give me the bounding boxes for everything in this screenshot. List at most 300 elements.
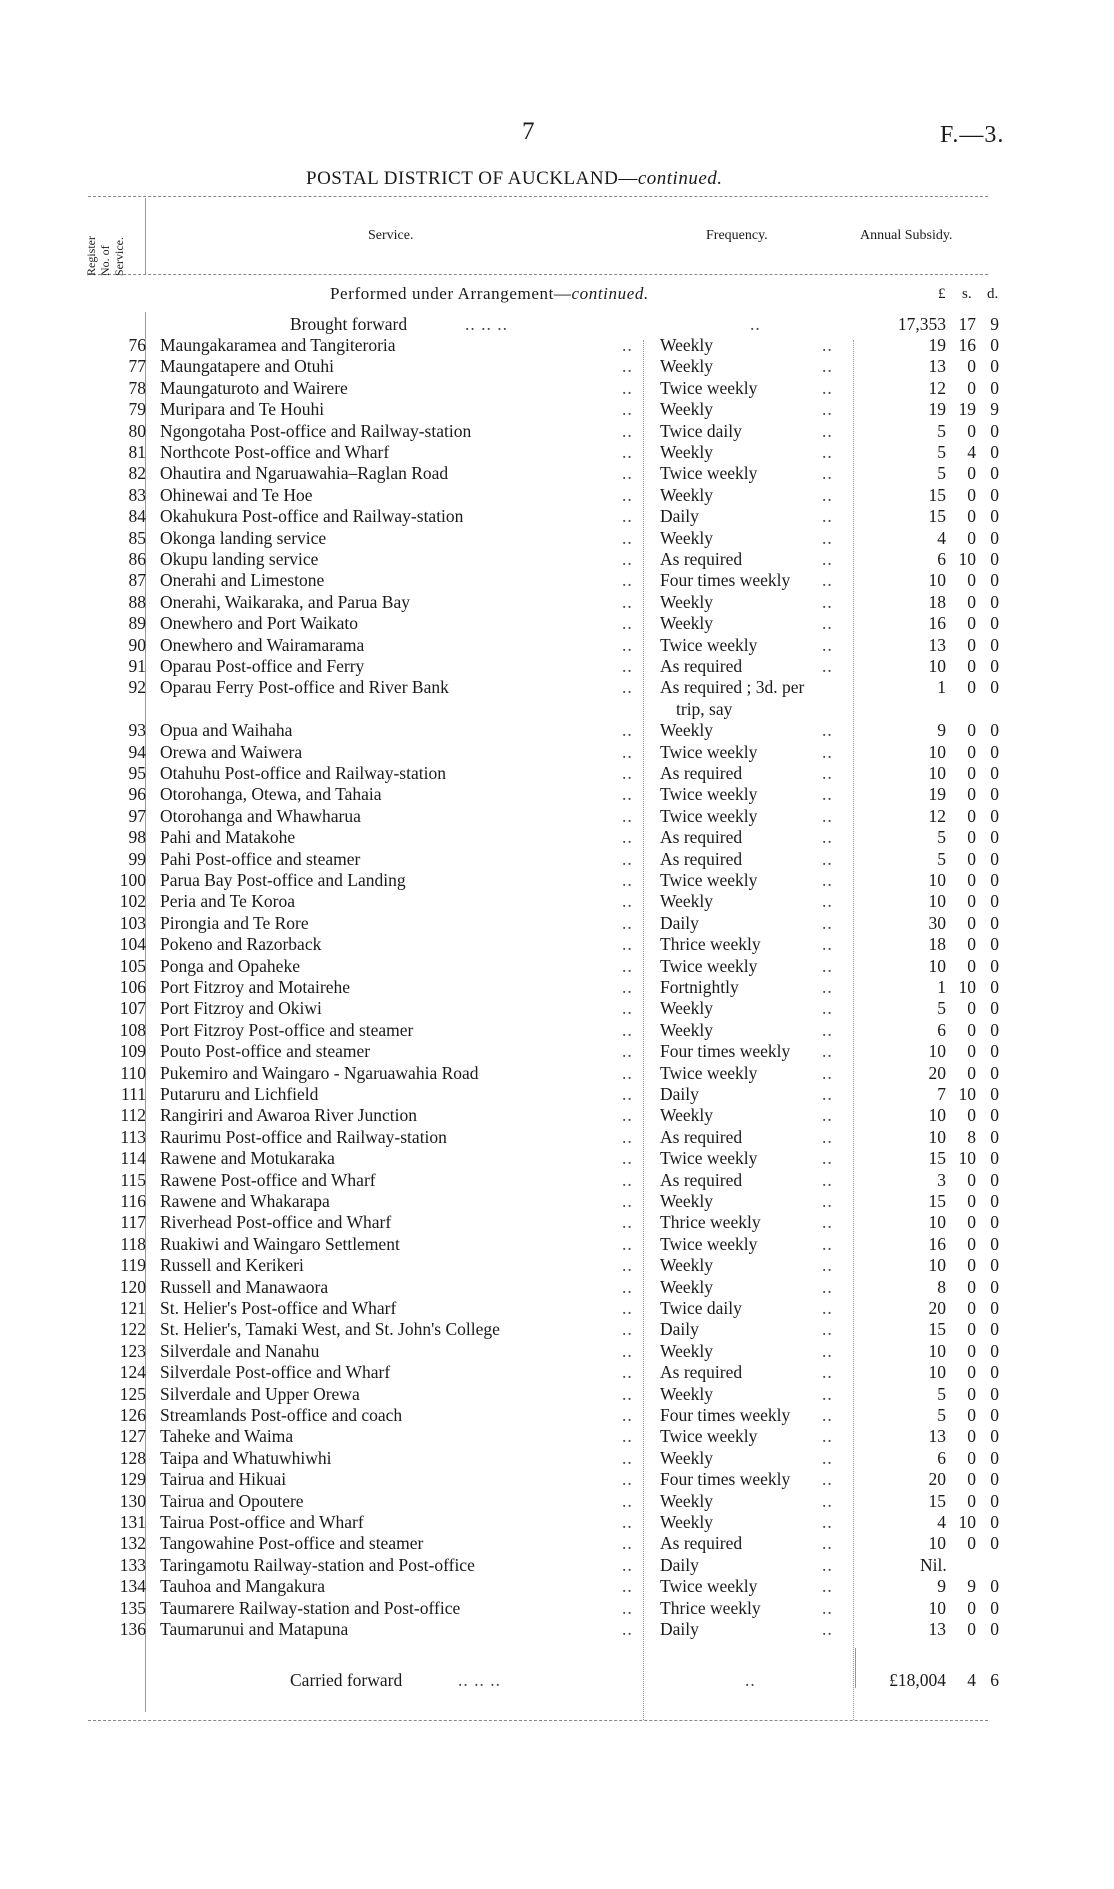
frequency: Thrice weekly [660, 1597, 761, 1618]
leader-dots: .. [822, 1084, 833, 1104]
frequency: Twice weekly [660, 377, 758, 398]
leader-dots: .. [622, 805, 633, 826]
subsidy-pence: 0 [990, 1276, 999, 1297]
register-number: 97 [128, 805, 146, 826]
service-name: Russell and Manawaora [160, 1276, 329, 1297]
subsidy-shillings: 0 [967, 1383, 976, 1404]
frequency: Twice weekly [660, 634, 758, 655]
subsidy-pounds: 19 [928, 784, 946, 805]
table-row [0, 1598, 1114, 1619]
table-row [0, 1619, 1114, 1640]
service-name: Okahukura Post-office and Railway-station [160, 506, 464, 527]
leader-dots: .. [622, 741, 633, 762]
subsidy-shillings: 0 [967, 1447, 976, 1468]
service-name: Parua Bay Post-office and Landing [160, 870, 406, 890]
leader-dots: .. [822, 955, 833, 976]
service-name: Onerahi and Limestone [160, 570, 325, 591]
subsidy-pounds: 10 [928, 570, 946, 591]
leader-dots: .. [622, 442, 633, 462]
leader-dots: .. [745, 1670, 756, 1690]
subsidy-pounds: 10 [928, 1533, 946, 1554]
subsidy-shillings: 0 [967, 1276, 976, 1297]
subsidy-pence: 0 [990, 463, 999, 484]
subsidy-pounds: 15 [928, 1191, 946, 1211]
frequency: Daily [660, 1084, 699, 1104]
subsidy-shillings: 8 [967, 1126, 976, 1147]
carried-forward-pounds: £18,004 [889, 1670, 946, 1690]
register-number: 127 [119, 1426, 146, 1447]
service-name: Taipa and Whatuwhiwhi [160, 1447, 332, 1468]
subsidy-shillings: 0 [967, 634, 976, 655]
table-row [0, 1448, 1114, 1469]
register-header-line2: No. of [98, 245, 112, 276]
subsidy-pence: 0 [990, 1490, 999, 1511]
table-row [0, 506, 1114, 527]
register-number: 125 [119, 1383, 146, 1404]
register-number: 81 [128, 442, 146, 462]
subsidy-shillings: 0 [967, 848, 976, 869]
subsidy-pence: 0 [990, 1533, 999, 1554]
subsidy-pence: 0 [990, 1340, 999, 1361]
subsidy-shillings: 10 [958, 1084, 976, 1104]
leader-dots: .. [822, 442, 833, 462]
subsidy-shillings: 0 [967, 1319, 976, 1340]
subsidy-pounds: 15 [928, 1319, 946, 1340]
leader-dots: .. [622, 1126, 633, 1147]
leader-dots: .. [822, 1105, 833, 1126]
subsidy-pence: 0 [990, 827, 999, 848]
leader-dots: .. [622, 335, 633, 355]
subsidy-pence: 0 [990, 977, 999, 997]
register-number: 117 [120, 1212, 146, 1233]
subsidy-pence: 0 [990, 1362, 999, 1383]
service-name: Rangiriri and Awaroa River Junction [160, 1105, 417, 1126]
register-number: 119 [120, 1255, 146, 1276]
subsidy-pounds: 4 [937, 527, 946, 548]
table-row [0, 1063, 1114, 1084]
leader-dots: .. [622, 1340, 633, 1361]
frequency: Four times weekly [660, 1405, 791, 1425]
table-row [0, 592, 1114, 613]
frequency: Four times weekly [660, 1041, 791, 1062]
service-name: Ohinewai and Te Hoe [160, 484, 313, 505]
frequency: Weekly [660, 1276, 714, 1297]
table-row [0, 849, 1114, 870]
subsidy-shillings: 0 [967, 1619, 976, 1639]
table-row [0, 677, 1114, 698]
subsidy-shillings: 0 [967, 1191, 976, 1211]
service-name: Silverdale Post-office and Wharf [160, 1362, 391, 1383]
leader-dots: .. [822, 1383, 833, 1404]
leader-dots: .. [622, 1212, 633, 1233]
leader-dots: .. [822, 527, 833, 548]
brought-forward-pounds: 17,353 [897, 314, 946, 334]
service-name: Maungatapere and Otuhi [160, 356, 334, 377]
leader-dots: .. [822, 1191, 833, 1211]
leader-dots: .. [822, 1041, 833, 1062]
register-number: 126 [119, 1405, 146, 1425]
subsidy-pounds: 15 [928, 1490, 946, 1511]
table-row [0, 1319, 1114, 1340]
frequency: As required [660, 1533, 743, 1554]
subsidy-pence: 0 [990, 1319, 999, 1340]
subsidy-pounds: 10 [928, 656, 946, 676]
leader-dots: .. [822, 934, 833, 955]
service-name: Rawene and Motukaraka [160, 1148, 335, 1169]
frequency: Twice weekly [660, 870, 758, 890]
register-number: 115 [120, 1169, 146, 1190]
subsidy-pounds: 10 [928, 1105, 946, 1126]
register-number: 90 [128, 634, 146, 655]
table-row [0, 1255, 1114, 1276]
subsidy-pounds: 5 [937, 463, 946, 484]
subsidy-pounds: 9 [937, 720, 946, 741]
leader-dots: .. [822, 613, 833, 634]
leader-dots: .. [622, 1084, 633, 1104]
leader-dots: .. [622, 891, 633, 912]
subsidy-pence: 0 [990, 1298, 999, 1318]
table-row [0, 934, 1114, 955]
subsidy-pounds: 6 [937, 1447, 946, 1468]
leader-dots: .. [822, 656, 833, 676]
subsidy-pounds: 10 [928, 870, 946, 890]
subsidy-shillings: 10 [958, 1148, 976, 1169]
frequency: Twice weekly [660, 1062, 758, 1083]
service-name: St. Helier's, Tamaki West, and St. John's College [160, 1319, 500, 1340]
frequency: As required ; 3d. per [660, 677, 805, 698]
service-name: Putaruru and Lichfield [160, 1084, 319, 1104]
table-row [0, 485, 1114, 506]
register-number: 103 [119, 912, 146, 933]
service-name: Oparau Ferry Post-office and River Bank [160, 677, 449, 698]
table-row [0, 528, 1114, 549]
subsidy-pence: 0 [990, 1426, 999, 1447]
subsidy-pence: 0 [990, 1126, 999, 1147]
subsidy-pence: 0 [990, 549, 999, 569]
leader-dots: .. [822, 420, 833, 441]
subsidy-pence: 0 [990, 1169, 999, 1190]
register-number: 134 [119, 1576, 146, 1597]
title-suffix: continued. [637, 168, 723, 189]
service-name: Tairua and Hikuai [160, 1469, 287, 1490]
subsidy-shillings: 10 [958, 977, 976, 997]
service-name: Maungaturoto and Wairere [160, 377, 348, 398]
subsidy-pence: 0 [990, 1191, 999, 1211]
frequency: Weekly [660, 1383, 714, 1404]
subsidy-pounds: 5 [937, 848, 946, 869]
leader-dots: .. [822, 1019, 833, 1040]
leader-dots: .. [622, 912, 633, 933]
register-number: 133 [119, 1554, 146, 1575]
table-row [0, 891, 1114, 912]
subsidy-pence: 0 [990, 527, 999, 548]
service-name: Taumarunui and Matapuna [160, 1619, 349, 1639]
subsidy-pence: 0 [990, 870, 999, 890]
table-row [0, 1426, 1114, 1447]
subsidy-pounds: 13 [928, 1426, 946, 1447]
service-name: Otahuhu Post-office and Railway-station [160, 763, 446, 783]
frequency: Weekly [660, 891, 714, 912]
brought-forward-pence: 9 [990, 314, 999, 334]
register-number: 122 [119, 1319, 146, 1340]
service-name: Northcote Post-office and Wharf [160, 442, 390, 462]
subsidy-shillings: 0 [967, 570, 976, 591]
subsidy-pence: 0 [990, 356, 999, 377]
subsidy-shillings: 4 [967, 442, 976, 462]
leader-dots: .. [822, 977, 833, 997]
subsidy-shillings: 0 [967, 527, 976, 548]
table-row [0, 421, 1114, 442]
leader-dots: .. .. .. [465, 314, 508, 334]
table-row [0, 1576, 1114, 1597]
leader-dots: .. [622, 1383, 633, 1404]
frequency: Weekly [660, 1512, 714, 1532]
service-name: Raurimu Post-office and Railway-station [160, 1126, 447, 1147]
frequency: Four times weekly [660, 1469, 791, 1490]
leader-dots: .. [622, 634, 633, 655]
leader-dots: .. [622, 484, 633, 505]
subsidy-shillings: 0 [967, 912, 976, 933]
register-number: 99 [128, 848, 146, 869]
subsidy-pence: 9 [990, 399, 999, 420]
subsidy-shillings: 0 [967, 1469, 976, 1490]
subsidy-shillings: 0 [967, 420, 976, 441]
section-heading-main: Performed under Arrangement— [330, 284, 572, 303]
subsidy-pounds: 20 [928, 1062, 946, 1083]
table-row [0, 1384, 1114, 1405]
service-name: Ohautira and Ngaruawahia–Raglan Road [160, 463, 449, 484]
subsidy-pounds: 13 [928, 634, 946, 655]
leader-dots: .. [822, 570, 833, 591]
table-row [0, 1234, 1114, 1255]
subsidy-pence: 0 [990, 1233, 999, 1254]
subsidy-pence: 0 [990, 1019, 999, 1040]
subsidy-pounds: 18 [928, 591, 946, 612]
leader-dots: .. [822, 1169, 833, 1190]
leader-dots: .. [822, 506, 833, 527]
leader-dots: .. [622, 827, 633, 848]
service-name: Streamlands Post-office and coach [160, 1405, 403, 1425]
subsidy-shillings: 0 [967, 377, 976, 398]
subsidy-pence: 0 [990, 656, 999, 676]
subsidy-pence: 0 [990, 998, 999, 1019]
leader-dots: .. [822, 1362, 833, 1383]
frequency: As required [660, 1169, 743, 1190]
register-number: 130 [119, 1490, 146, 1511]
subsidy-shillings: 0 [967, 1233, 976, 1254]
subsidy-pence: 0 [990, 1597, 999, 1618]
leader-dots: .. [822, 377, 833, 398]
table-row [0, 1148, 1114, 1169]
frequency: As required [660, 1126, 743, 1147]
register-number: 79 [128, 399, 146, 420]
page-title [306, 168, 723, 190]
frequency: As required [660, 827, 743, 848]
frequency: Weekly [660, 335, 714, 355]
subsidy-pence: 0 [990, 955, 999, 976]
subsidy-shillings: 0 [967, 891, 976, 912]
service-name: Rawene and Whakarapa [160, 1191, 330, 1211]
leader-dots: .. [622, 977, 633, 997]
table-row [0, 1084, 1114, 1105]
subsidy-pence: 0 [990, 484, 999, 505]
subsidy-pence: 0 [990, 1212, 999, 1233]
subsidy-pence: 0 [990, 1084, 999, 1104]
table-row [0, 1491, 1114, 1512]
table-row [0, 1020, 1114, 1041]
frequency: Weekly [660, 1019, 714, 1040]
subsidy-shillings: 0 [967, 463, 976, 484]
frequency: Fortnightly [660, 977, 739, 997]
subsidy-shillings: 0 [967, 677, 976, 698]
table-row [0, 1212, 1114, 1233]
frequency: Twice weekly [660, 1233, 758, 1254]
leader-dots: .. [622, 1298, 633, 1318]
section-heading [330, 284, 649, 304]
subsidy-shillings: 0 [967, 805, 976, 826]
subsidy-shillings: 0 [967, 998, 976, 1019]
register-number: 91 [128, 656, 146, 676]
table-row [0, 870, 1114, 891]
subsidy-pounds: 18 [928, 934, 946, 955]
leader-dots: .. [622, 527, 633, 548]
subsidy-pounds: 1 [937, 677, 946, 698]
subsidy-pounds: 5 [937, 1405, 946, 1425]
frequency: Weekly [660, 591, 714, 612]
table-row [0, 378, 1114, 399]
leader-dots: .. [622, 506, 633, 527]
frequency: Weekly [660, 399, 714, 420]
leader-dots: .. [622, 763, 633, 783]
table-row [0, 442, 1114, 463]
subsidy-pence: 0 [990, 1105, 999, 1126]
table-row [0, 656, 1114, 677]
leader-dots: .. [822, 912, 833, 933]
frequency: Daily [660, 1619, 699, 1639]
service-name: Ponga and Opaheke [160, 955, 300, 976]
register-number: 131 [119, 1512, 146, 1532]
register-number: 95 [128, 763, 146, 783]
leader-dots: .. [622, 1469, 633, 1490]
subsidy-pounds: 5 [937, 998, 946, 1019]
leader-dots: .. [822, 870, 833, 890]
register-number: 83 [128, 484, 146, 505]
subsidy-pounds: 10 [928, 1340, 946, 1361]
service-name: Otorohanga, Otewa, and Tahaia [160, 784, 382, 805]
subsidy-pounds: 4 [937, 1512, 946, 1532]
subsidy-pence: 0 [990, 613, 999, 634]
frequency: Weekly [660, 720, 714, 741]
subsidy-shillings: 19 [958, 399, 976, 420]
subsidy-pounds: 10 [928, 1041, 946, 1062]
subsidy-shillings: 0 [967, 827, 976, 848]
title-main: POSTAL DISTRICT OF AUCKLAND— [306, 168, 638, 189]
frequency: Twice weekly [660, 463, 758, 484]
leader-dots: .. [622, 1512, 633, 1532]
leader-dots: .. [822, 1126, 833, 1147]
service-name: Pirongia and Te Rore [160, 912, 309, 933]
subsidy-pounds: 5 [937, 827, 946, 848]
subsidy-shillings: 0 [967, 1362, 976, 1383]
register-number: 116 [120, 1191, 146, 1211]
register-number: 104 [119, 934, 146, 955]
section-heading-suffix: continued. [571, 284, 649, 303]
table-row [0, 335, 1114, 356]
service-name: St. Helier's Post-office and Wharf [160, 1298, 397, 1318]
service-header: Service. [368, 228, 414, 243]
subsidy-shillings: 0 [967, 1062, 976, 1083]
carried-forward-pence: 6 [990, 1670, 999, 1690]
subsidy-shillings: 0 [967, 1212, 976, 1233]
service-name: Riverhead Post-office and Wharf [160, 1212, 392, 1233]
leader-dots: .. [822, 998, 833, 1019]
frequency: Thrice weekly [660, 1212, 761, 1233]
leader-dots: .. [622, 784, 633, 805]
register-number: 93 [128, 720, 146, 741]
leader-dots: .. [622, 356, 633, 377]
leader-dots: .. [822, 1255, 833, 1276]
footer-rule [88, 1720, 988, 1721]
header-bottom-rule [88, 274, 988, 275]
subsidy-pence: 0 [990, 1041, 999, 1062]
table-row [0, 1469, 1114, 1490]
leader-dots: .. [622, 549, 633, 569]
leader-dots: .. [622, 1619, 633, 1639]
subsidy-shillings: 0 [967, 1597, 976, 1618]
leader-dots: .. [622, 955, 633, 976]
table-row [0, 613, 1114, 634]
table-row [0, 1298, 1114, 1319]
service-name: Tangowahine Post-office and steamer [160, 1533, 424, 1554]
subsidy-pence: 0 [990, 891, 999, 912]
register-number: 109 [119, 1041, 146, 1062]
subsidy-shillings: 0 [967, 506, 976, 527]
leader-dots: .. [822, 1533, 833, 1554]
subsidy-shillings: 0 [967, 356, 976, 377]
service-name: Port Fitzroy Post-office and steamer [160, 1019, 414, 1040]
leader-dots: .. [622, 677, 633, 698]
leader-dots: .. [822, 1233, 833, 1254]
frequency: Weekly [660, 1105, 714, 1126]
leader-dots: .. [822, 784, 833, 805]
leader-dots: .. [822, 1576, 833, 1597]
subsidy-pounds: 10 [928, 1126, 946, 1147]
leader-dots: .. [822, 634, 833, 655]
subsidy-pounds: 6 [937, 1019, 946, 1040]
header-top-rule [88, 196, 988, 197]
leader-dots: .. [622, 1276, 633, 1297]
frequency: Weekly [660, 1490, 714, 1511]
table-row [0, 1533, 1114, 1554]
subsidy-pounds: 10 [928, 1597, 946, 1618]
subsidy-pounds: 19 [928, 399, 946, 420]
subsidy-shillings: 0 [967, 613, 976, 634]
subsidy-shillings: 0 [967, 1105, 976, 1126]
service-name: Silverdale and Upper Orewa [160, 1383, 360, 1404]
service-name: Taringamotu Railway-station and Post-office [160, 1554, 475, 1575]
register-number: 121 [119, 1298, 146, 1318]
leader-dots: .. [622, 848, 633, 869]
register-number: 110 [120, 1062, 146, 1083]
service-name: Okonga landing service [160, 527, 327, 548]
leader-dots: .. [622, 463, 633, 484]
table-row [0, 1277, 1114, 1298]
service-name: Tairua and Opoutere [160, 1490, 304, 1511]
subsidy-pounds: 10 [928, 1255, 946, 1276]
carried-forward-row [0, 1670, 1114, 1691]
leader-dots: .. [822, 1062, 833, 1083]
service-name: Okupu landing service [160, 549, 319, 569]
